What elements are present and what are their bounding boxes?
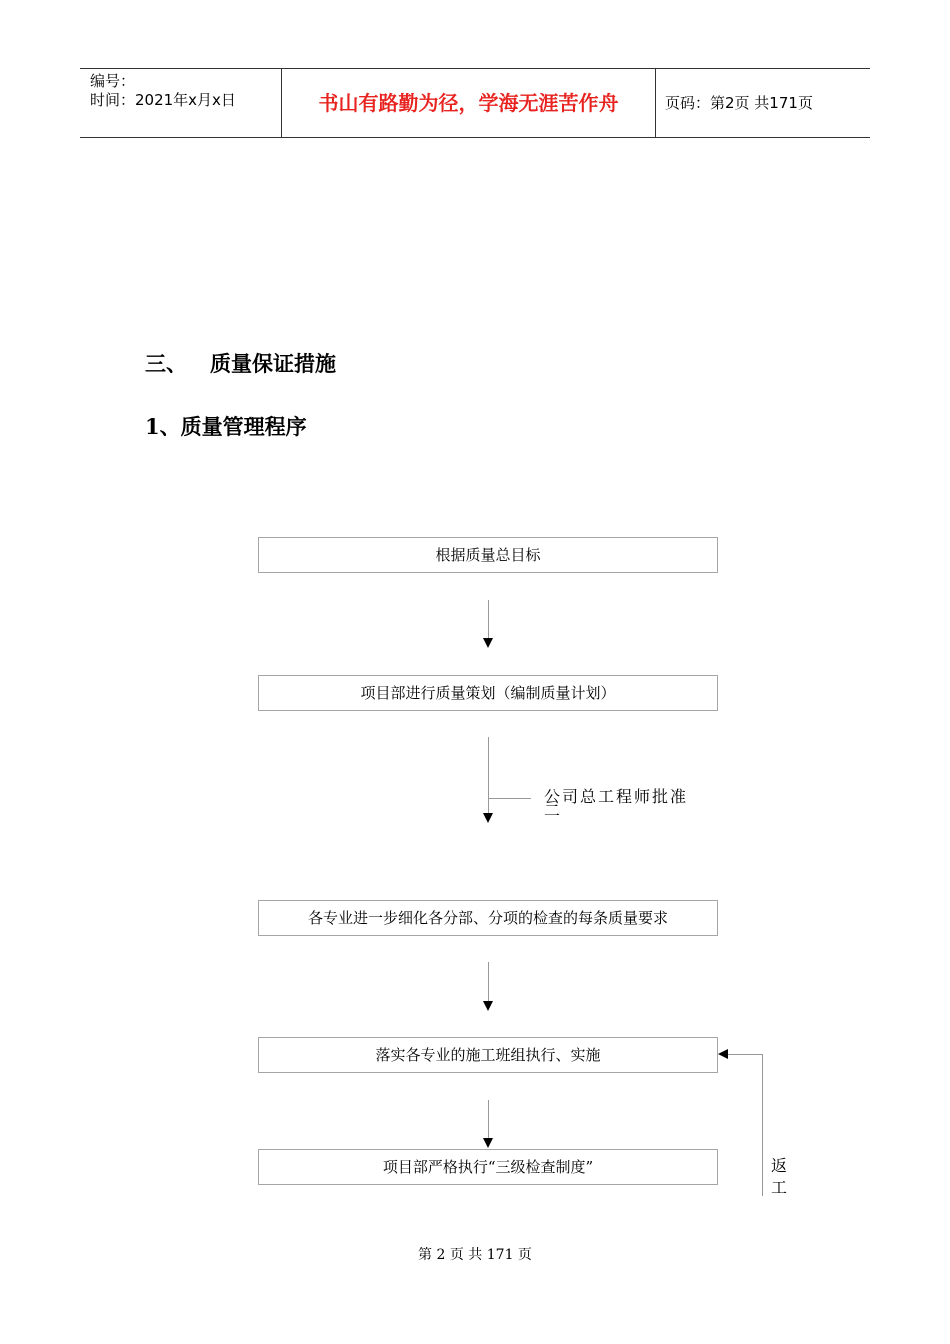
connector-line (488, 737, 489, 813)
arrow-down-icon (483, 1138, 493, 1148)
document-header (80, 68, 870, 138)
time-label: 时间：2021年x月x日 (90, 91, 236, 109)
header-page-cell (655, 69, 870, 137)
rework-loop-line (762, 1054, 763, 1196)
flow-step-5: 项目部严格执行“三级检查制度” (258, 1149, 718, 1185)
header-motto-cell (281, 69, 656, 137)
flow-step-3: 各专业进一步细化各分部、分项的检查的每条质量要求 (258, 900, 718, 936)
rework-loop-line (728, 1054, 762, 1055)
arrow-down-icon (483, 813, 493, 823)
section-title: 质量保证措施 (210, 351, 336, 376)
motto: 书山有路勤为径，学海无涯苦作舟 (318, 91, 619, 115)
connector-line (488, 1100, 489, 1138)
flow-step-4: 落实各专业的施工班组执行、实施 (258, 1037, 718, 1073)
approval-note-tail: 二 (544, 801, 561, 820)
arrow-down-icon (483, 638, 493, 648)
arrow-left-icon (718, 1049, 728, 1059)
page-footer: 第 2 页 共 171 页 (418, 1247, 532, 1263)
approval-branch-line (489, 798, 531, 799)
subsection-title: 1、质量管理程序 (145, 414, 307, 439)
approval-note: 公司总工程师批准 (544, 787, 689, 806)
flow-step-1: 根据质量总目标 (258, 537, 718, 573)
number-label: 编号： (90, 72, 136, 90)
arrow-down-icon (483, 1001, 493, 1011)
section-number: 三、 (145, 351, 187, 376)
flow-step-2: 项目部进行质量策划（编制质量计划） (258, 675, 718, 711)
header-meta (80, 69, 280, 137)
rework-label: 返工 (771, 1156, 788, 1197)
connector-line (488, 962, 489, 1001)
page-label: 页码：第2页 共171页 (665, 94, 813, 112)
connector-line (488, 600, 489, 638)
